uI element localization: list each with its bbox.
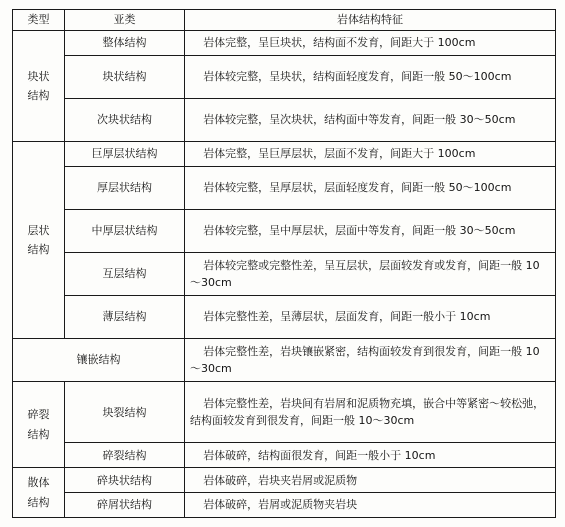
mosaic-structure-cell: 镶嵌结构 — [13, 339, 185, 382]
feature-cell: 岩体较完整或完整性差，呈互层状，层面较发育或发育，间距一般 10～30cm — [185, 252, 556, 295]
type-cell-cataclastic — [13, 382, 65, 468]
feature-cell: 岩体较完整，呈块状，结构面轻度发育，间距一般 50～100cm — [185, 55, 556, 98]
type-cell-layered — [13, 141, 65, 338]
type-line: 结构 — [27, 88, 50, 102]
feature-cell: 岩体较完整，呈厚层状，层面轻度发育，间距一般 50～100cm — [185, 166, 556, 209]
subtype-cell: 碎屑状结构 — [65, 493, 185, 518]
feature-cell: 岩体完整，呈巨块状，结构面不发育，间距大于 100cm — [185, 31, 556, 56]
subtype-cell: 块裂结构 — [65, 382, 185, 443]
rock-structure-table — [12, 9, 556, 518]
subtype-cell: 碎裂结构 — [65, 443, 185, 468]
feature-cell: 岩体破碎，岩屑或泥质物夹岩块 — [185, 493, 556, 518]
table-row — [13, 141, 556, 166]
type-line: 结构 — [27, 242, 50, 256]
table-row — [13, 252, 556, 295]
table-row — [13, 55, 556, 98]
feature-cell: 岩体完整，呈巨厚层状，层面不发育，间距大于 100cm — [185, 141, 556, 166]
table-row — [13, 295, 556, 338]
type-line: 层状 — [27, 223, 50, 237]
feature-cell: 岩体破碎，岩块夹岩屑或泥质物 — [185, 468, 556, 493]
table-header-row — [13, 10, 556, 31]
subtype-cell: 中厚层状结构 — [65, 209, 185, 252]
subtype-cell: 薄层结构 — [65, 295, 185, 338]
subtype-cell: 块状结构 — [65, 55, 185, 98]
feature-cell: 岩体完整性差，岩块间有岩屑和泥质物充填，嵌合中等紧密～较松弛，结构面较发育到很发育，间距一般 10～30cm — [185, 382, 556, 443]
subtype-cell: 整体结构 — [65, 31, 185, 56]
type-cell-loose — [13, 468, 65, 518]
type-line: 块状 — [27, 69, 50, 83]
subtype-cell: 互层结构 — [65, 252, 185, 295]
feature-cell: 岩体破碎，结构面很发育，间距一般小于 10cm — [185, 443, 556, 468]
type-line: 碎裂 — [27, 408, 50, 422]
type-line: 结构 — [27, 427, 50, 441]
type-line: 结构 — [27, 495, 50, 509]
table-row — [13, 339, 556, 382]
type-line: 散体 — [27, 476, 50, 490]
feature-cell: 岩体较完整，呈次块状，结构面中等发育，间距一般 30～50cm — [185, 98, 556, 141]
subtype-cell: 厚层状结构 — [65, 166, 185, 209]
header-subtype: 亚类 — [65, 10, 185, 31]
header-feature: 岩体结构特征 — [185, 10, 556, 31]
subtype-cell: 次块状结构 — [65, 98, 185, 141]
feature-cell: 岩体较完整，呈中厚层状，层面中等发育，间距一般 30～50cm — [185, 209, 556, 252]
table-row — [13, 443, 556, 468]
table-row — [13, 493, 556, 518]
subtype-cell: 巨厚层状结构 — [65, 141, 185, 166]
table-row — [13, 382, 556, 443]
table-row — [13, 468, 556, 493]
table-row — [13, 98, 556, 141]
feature-cell: 岩体完整性差，呈薄层状，层面发育，间距一般小于 10cm — [185, 295, 556, 338]
table-row — [13, 209, 556, 252]
table-row — [13, 31, 556, 56]
header-type: 类型 — [13, 10, 65, 31]
feature-cell: 岩体完整性差，岩块镶嵌紧密，结构面较发育到很发育，间距一般 10～30cm — [185, 339, 556, 382]
subtype-cell: 碎块状结构 — [65, 468, 185, 493]
type-cell-block — [13, 31, 65, 142]
table-row — [13, 166, 556, 209]
